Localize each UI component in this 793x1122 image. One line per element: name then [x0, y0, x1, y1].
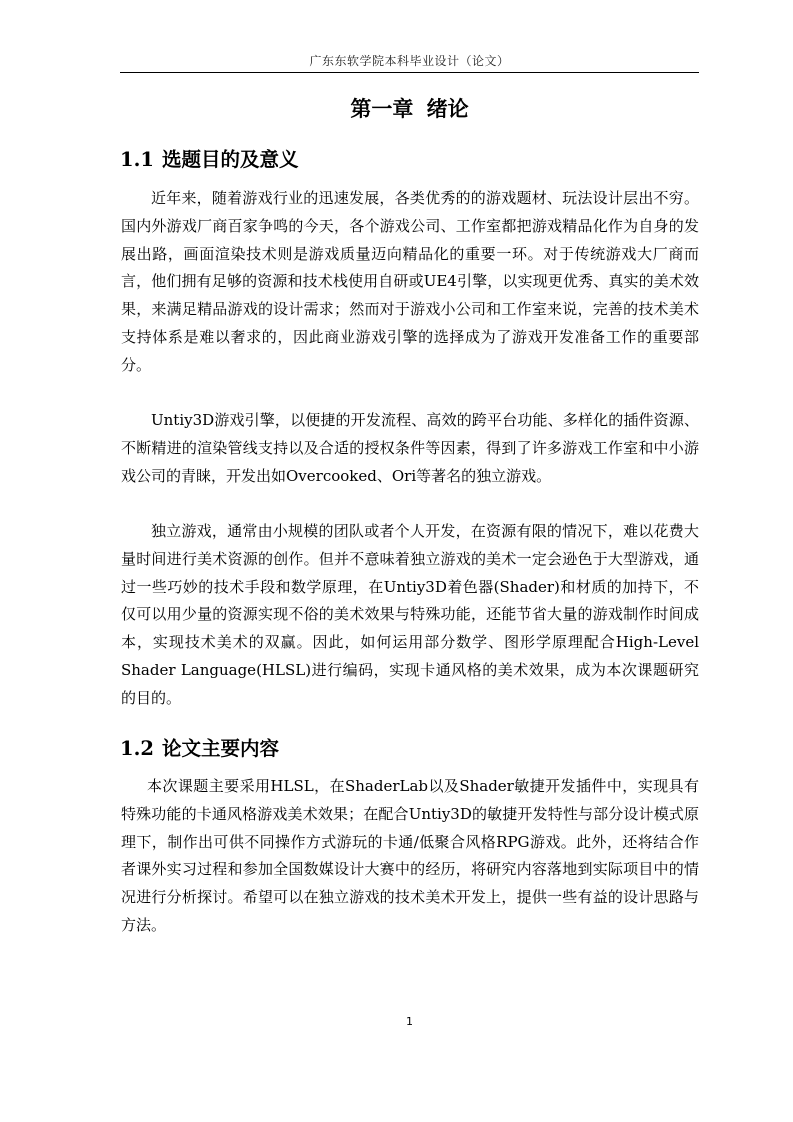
- section-heading-1-2: [120, 733, 699, 761]
- section-number: 1.1: [120, 148, 154, 171]
- running-header: 广东东软学院本科毕业设计（论文）: [309, 54, 510, 68]
- header-divider: [120, 72, 699, 73]
- section-title: 选题目的及意义: [161, 148, 299, 171]
- section-heading-1-1: [120, 144, 699, 172]
- section-title: 论文主要内容: [161, 737, 279, 760]
- page-number: 1: [406, 1015, 413, 1028]
- chapter-title: 第一章 绪论: [350, 96, 469, 121]
- body-paragraph: 独立游戏，通常由小规模的团队或者个人开发，在资源有限的情况下，难以花费大量时间进行美术资源的创作。但并不意味着独立游戏的美术一定会逊色于大型游戏，通过一些巧妙的技术手段和数学原理，在Untiy3D着色器(Shader)和材质的加持下，不仅可以用少量的资源实现不俗的美术效果与特殊功能，还能节省大量的游戏制作时间成本，实现技术美术的双赢。因此，如何运用部分数学、图形学原理配合High-Level Shader Language(HLSL)进行编码，实现卡通风格的美术效果，成为本次课题研究的目的。: [121, 522, 699, 707]
- body-paragraph: 本次课题主要采用HLSL，在ShaderLab以及Shader敏捷开发插件中，实现具有特殊功能的卡通风格游戏美术效果；在配合Untiy3D的敏捷开发特性与部分设计模式原理下，制作出可供不同操作方式游玩的卡通/低聚合风格RPG游戏。此外，还将结合作者课外实习过程和参加全国数媒设计大赛中的经历，将研究内容落地到实际项目中的情况进行分析探讨。希望可以在独立游戏的技术美术开发上，提供一些有益的设计思路与方法。: [121, 777, 699, 934]
- section-number: 1.2: [120, 737, 154, 760]
- body-paragraph: Untiy3D游戏引擎，以便捷的开发流程、高效的跨平台功能、多样化的插件资源、不断精进的渲染管线支持以及合适的授权条件等因素，得到了许多游戏工作室和中小游戏公司的青睐，开发出如Overcooked、Ori等著名的独立游戏。: [121, 411, 699, 485]
- body-paragraph: 近年来，随着游戏行业的迅速发展，各类优秀的的游戏题材、玩法设计层出不穷。国内外游戏厂商百家争鸣的今天，各个游戏公司、工作室都把游戏精品化作为自身的发展出路，画面渲染技术则是游戏质量迈向精品化的重要一环。对于传统游戏大厂商而言，他们拥有足够的资源和技术栈使用自研或UE4引擎，以实现更优秀、真实的美术效果，来满足精品游戏的设计需求；然而对于游戏小公司和工作室来说，完善的技术美术支持体系是难以奢求的，因此商业游戏引擎的选择成为了游戏开发准备工作的重要部分。: [121, 189, 699, 374]
